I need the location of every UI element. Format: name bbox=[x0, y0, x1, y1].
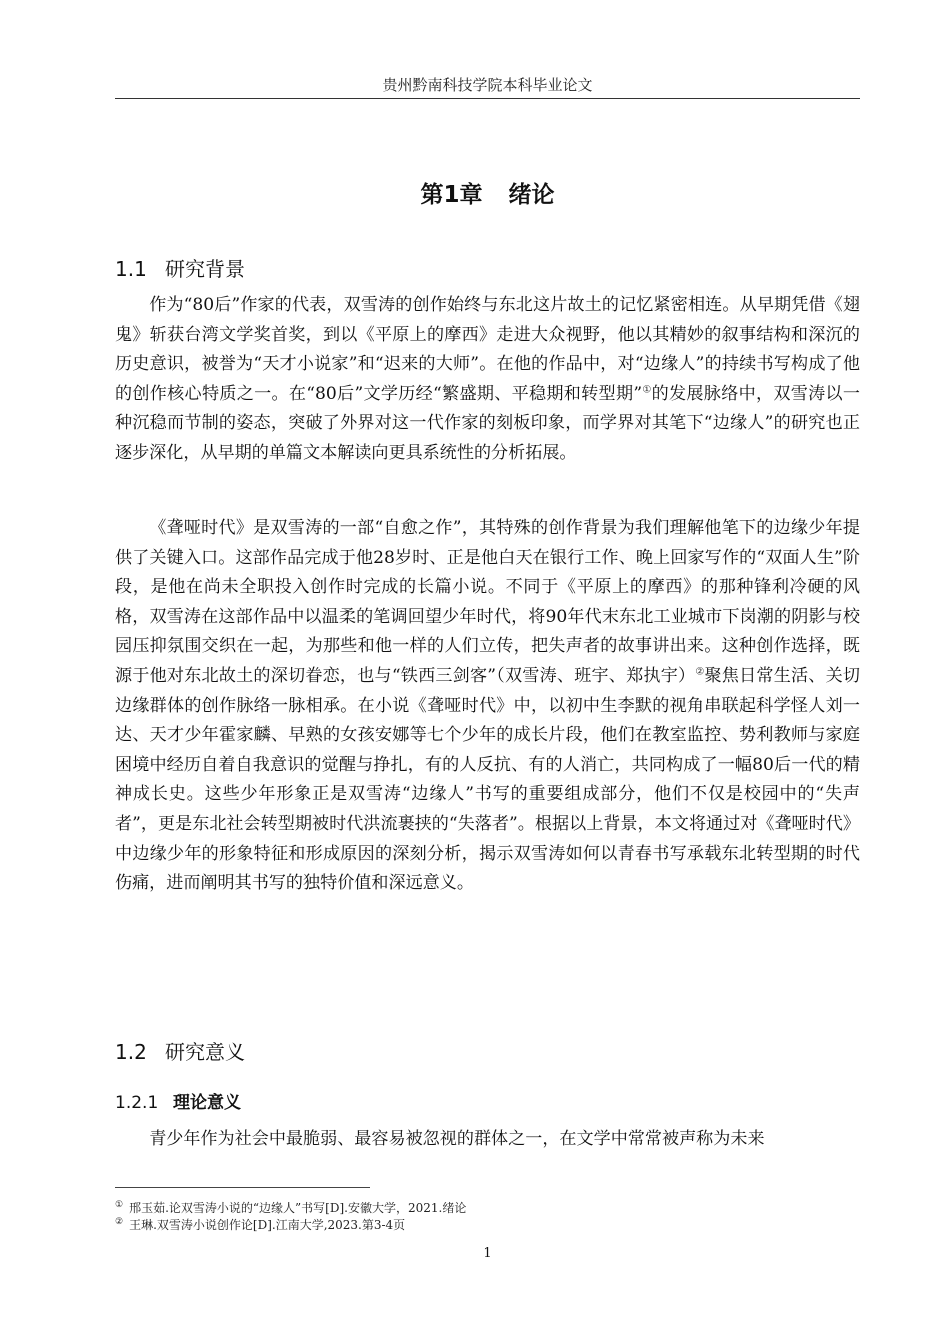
footnote-text: 王琳.双雪涛小说创作论[D].江南大学,2023.第3-4页 bbox=[129, 1218, 406, 1232]
footnote-text: 邢玉茹.论双雪涛小说的“边缘人”书写[D].安徽大学，2021.绪论 bbox=[129, 1201, 467, 1215]
header-rule bbox=[115, 98, 860, 99]
footnote-1 bbox=[115, 1199, 466, 1216]
section-heading-1-2 bbox=[115, 1036, 245, 1065]
chapter-title bbox=[115, 176, 860, 209]
footnote-mark: ① bbox=[115, 1200, 124, 1210]
footnote-ref-1[interactable]: ① bbox=[642, 384, 652, 396]
subsection-heading-1-2-1 bbox=[115, 1088, 241, 1113]
paragraph-text: 聚焦日常生活、关切边缘群体的创作脉络一脉相承。在小说《聋哑时代》中，以初中生李默的视角串联起科学怪人刘一达、天才少年霍家麟、早熟的女孩安娜等七个少年的成长片段，他们在教室监控、势利教师与家庭困境中经历自着自我意识的觉醒与挣扎，有的人反抗、有的人消亡，共同构成了一幅80后一代的精神成长史。这些少年形象正是双雪涛“边缘人”书写的重要组成部分，他们不仅是校园中的“失声者”，更是东北社会转型期被时代洪流裹挟的“失落者”。根据以上背景，本文将通过对《聋哑时代》中边缘少年的形象特征和形成原因的深刻分析，揭示双雪涛如何以青春书写承载东北转型期的时代伤痛，进而阐明其书写的独特价值和深远意义。 bbox=[115, 665, 861, 894]
footnote-mark: ② bbox=[115, 1217, 124, 1227]
section-title: 研究意义 bbox=[165, 1040, 245, 1064]
chapter-name: 绪论 bbox=[508, 182, 555, 208]
section-title: 研究背景 bbox=[165, 257, 245, 281]
section-number: 1.1 bbox=[115, 257, 147, 281]
footnote-separator bbox=[115, 1187, 370, 1188]
subsection-number: 1.2.1 bbox=[115, 1093, 159, 1113]
paragraph-text: 作为“80后”作家的代表，双雪涛的创作始终与东北这片故土的记忆紧密相连。从早期凭借《翅鬼》斩获台湾文学奖首奖，到以《平原上的摩西》走进大众视野，他以其精妙的叙事结构和深沉的历史意识，被誉为“天才小说家”和“迟来的大师”。在他的作品中，对“边缘人”的持续书写构成了他的创作核心特质之一。在“80后”文学历经“繁盛期、平稳期和转型期” bbox=[115, 295, 860, 404]
footnote-ref-2[interactable]: ② bbox=[695, 666, 705, 678]
footnote-2 bbox=[115, 1216, 405, 1233]
section-number: 1.2 bbox=[115, 1040, 147, 1064]
paragraph-text: 的发展脉络中，双雪涛以一种沉稳而节制的姿态，突破了外界对这一代作家的刻板印象，而学界对其笔下“边缘人”的研究也正逐步深化，从早期的单篇文本解读向更具系统性的分析拓展。 bbox=[115, 383, 861, 463]
page-number: 1 bbox=[483, 1246, 492, 1261]
chapter-number: 第1章 bbox=[420, 182, 483, 208]
running-header: 贵州黔南科技学院本科毕业论文 bbox=[382, 76, 593, 94]
subsection-title: 理论意义 bbox=[173, 1093, 241, 1113]
paragraph-background-2 bbox=[115, 514, 860, 899]
paragraph-background-1 bbox=[115, 291, 860, 469]
paragraph-text: 《聋哑时代》是双雪涛的一部“自愈之作”，其特殊的创作背景为我们理解他笔下的边缘少年提供了关键入口。这部作品完成于他28岁时、正是他白天在银行工作、晚上回家写作的“双面人生”阶段，是他在尚未全职投入创作时完成的长篇小说。不同于《平原上的摩西》的那种锋利冷硬的风格，双雪涛在这部作品中以温柔的笔调回望少年时代，将90年代末东北工业城市下岗潮的阴影与校园压抑氛围交织在一起，为那些和他一样的人们立传，把失声者的故事讲出来。这种创作选择，既源于他对东北故土的深切眷恋，也与“铁西三剑客”（双雪涛、班宇、郑执宇） bbox=[115, 518, 860, 686]
section-heading-1-1 bbox=[115, 253, 245, 282]
paragraph-theory-1: 青少年作为社会中最脆弱、最容易被忽视的群体之一，在文学中常常被声称为未来 bbox=[149, 1129, 765, 1149]
